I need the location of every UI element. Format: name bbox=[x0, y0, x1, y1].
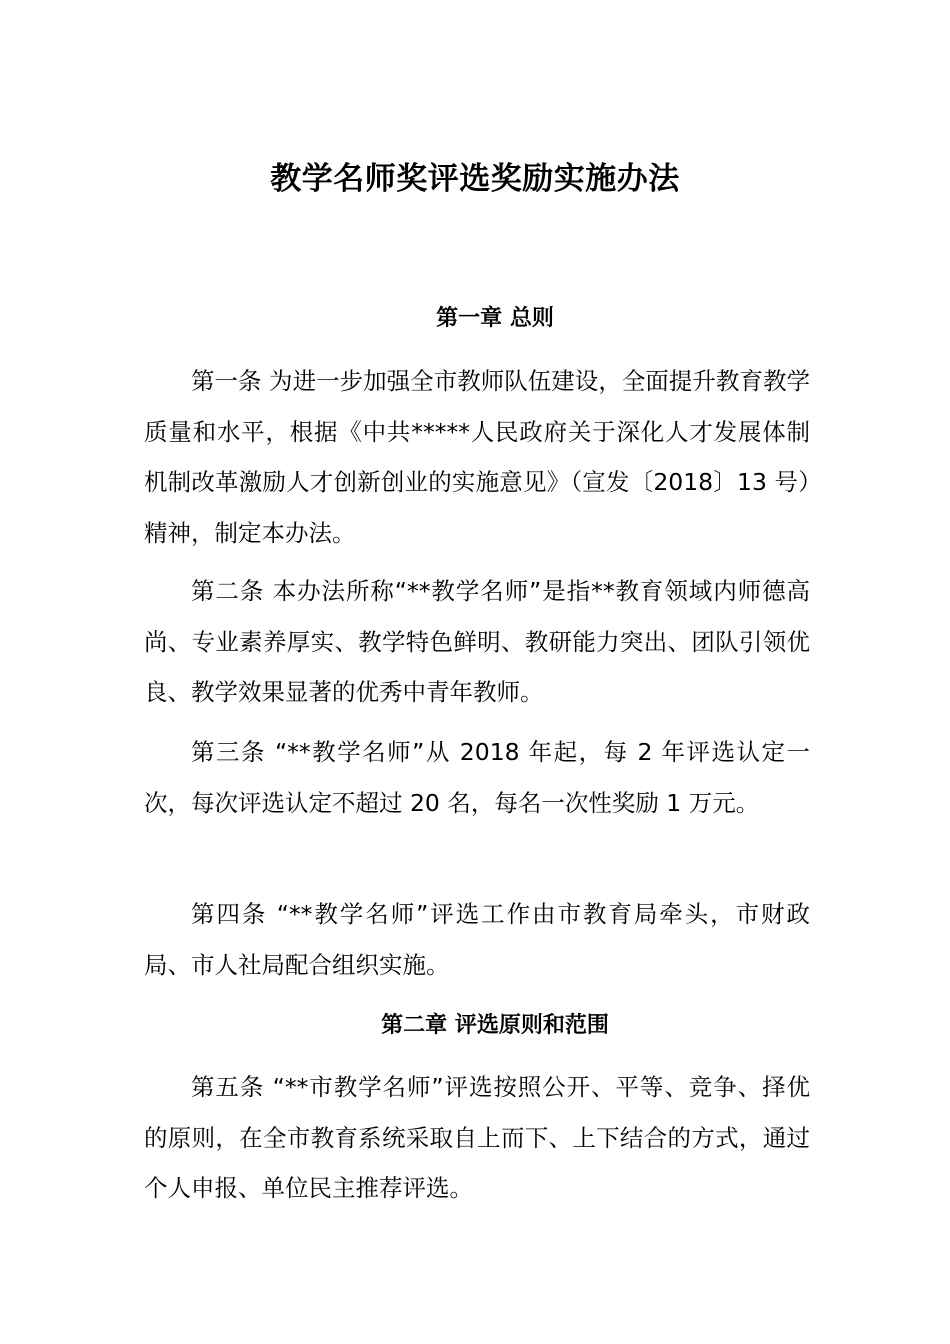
article-4: 第四条 “**教学名师”评选工作由市教育局牵头，市财政局、市人社局配合组织实施。 bbox=[144, 900, 810, 979]
article-5: 第五条 “**市教学名师”评选按照公开、平等、竞争、择优的原则，在全市教育系统采取自上而下、上下结合的方式，通过个人申报、单位民主推荐评选。 bbox=[144, 1073, 810, 1202]
article-2: 第二条 本办法所称“**教学名师”是指**教育领域内师德高尚、专业素养厚实、教学特色鲜明、教研能力突出、团队引领优良、教学效果显著的优秀中青年教师。 bbox=[144, 577, 810, 706]
document-title: 教学名师奖评选奖励实施办法 bbox=[270, 161, 680, 197]
chapter-1-heading: 第一章 总则 bbox=[436, 306, 554, 331]
chapter-2-heading: 第二章 评选原则和范围 bbox=[381, 1013, 609, 1038]
article-3: 第三条 “**教学名师”从 2018 年起，每 2 年评选认定一次，每次评选认定不超过 20 名，每名一次性奖励 1 万元。 bbox=[144, 738, 810, 817]
article-1: 第一条 为进一步加强全市教师队伍建设，全面提升教育教学质量和水平，根据《中共*****人民政府关于深化人才发展体制机制改革激励人才创新创业的实施意见》（宣发〔2018〕13 号）精神，制定本办法。 bbox=[144, 367, 810, 547]
